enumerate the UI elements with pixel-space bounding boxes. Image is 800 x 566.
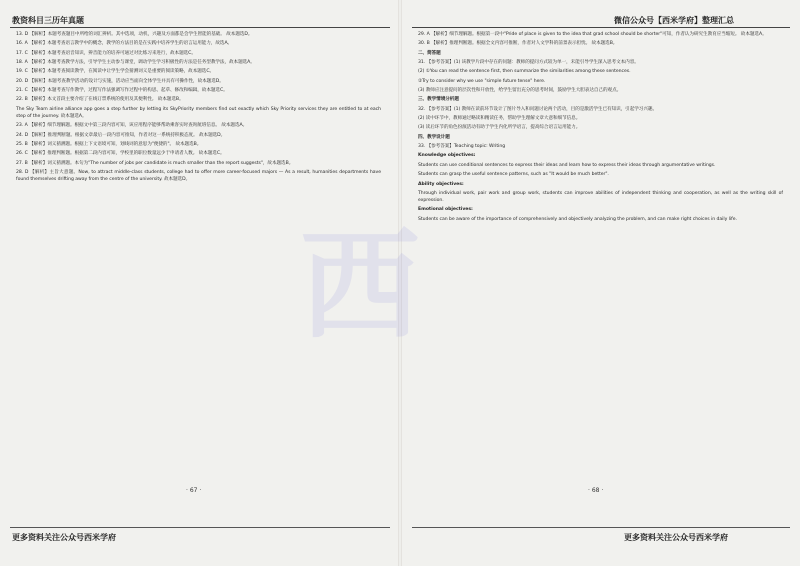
paragraph: (2) ①You can read the sentence first, then summarize the similarities among these sentences.: [418, 69, 631, 75]
paragraph: 29. A 【解析】细节理解题。根据第一段中"Pride of place is given to the idea that grad school should be shorter"可知，作者认为研究生教育应当缩短。 故本题选A。: [418, 32, 767, 37]
paragraph: 17. C 【解析】本题考查语音知识，辨音能力的培养可通过对比练习来进行，故本题选C。: [16, 50, 196, 56]
paragraph: Knowledge objectives:: [418, 153, 476, 159]
paragraph: 32. 【参考答案】(1) 教师在读前环节设计了图片导入和问题讨论两个活动，目的是激活学生已有知识，引起学习兴趣。: [418, 106, 657, 112]
paragraph: Emotional objectives:: [418, 207, 473, 213]
paragraph: 24. D 【解析】推理判断题。根据文章最后一段内容可推知，作者对这一系统持积极态度。 故本题选D。: [16, 132, 226, 138]
left-header-title: 教资科目三历年真题: [12, 16, 84, 25]
paragraph: 33. 【参考答案】Teaching topic: Writing: [418, 144, 506, 150]
left-header-rule: [10, 27, 390, 28]
paragraph: 20. D 【解析】本题考查教学活动的设计与实施，活动应当面向全体学生并具有可操作性，故本题选D。: [16, 78, 224, 84]
paragraph: 27. B 【解析】词义猜测题。本句为"The number of jobs per candidate is much smaller than the report suggests"，故本题选B。: [16, 160, 294, 166]
paragraph: 25. B 【解析】词义猜测题。根据上下文语境可知，划线词的意思为"便捷的"。 故本题选B。: [16, 141, 202, 147]
paragraph: Through individual work, pair work and group work, students can improve abilities of independent thinking and cooperation, as well as the writing skill of expression.: [418, 190, 783, 203]
left-footer: 更多资料关注公众号西米学府: [12, 533, 116, 542]
paragraph: 16. A 【解析】本题考查语言教学中的概念，教学的方法目的是在实践中培养学生的语言运用能力，故选A。: [16, 41, 233, 47]
right-header-title: 微信公众号【西米学府】整理汇总: [614, 16, 734, 25]
paragraph: Ability objectives:: [418, 181, 464, 187]
right-page-number: · 68 ·: [588, 487, 604, 494]
paragraph: 13. D 【解析】本题考查题目中所给的词汇辨析。其中选项，动机，兴趣及方面都是会学生智能的基础。 故本题选D。: [16, 32, 253, 37]
paragraph: 二、简答题: [418, 50, 441, 56]
watermark-logo: 西: [300, 215, 420, 356]
paragraph: 四、教学设计题: [418, 134, 450, 140]
left-footer-rule: [10, 527, 390, 528]
paragraph: 22. B 【解析】本文首段主要介绍了在线订票系统的使用及其便利性。 故本题选B。: [16, 97, 184, 103]
paragraph: 31. 【参考答案】(1) 该教学片段中存在的问题：教师的提问方式较为单一，未能引导学生深入思考文本内容。: [418, 60, 639, 66]
right-footer: 更多资料关注公众号西米学府: [624, 533, 728, 542]
paragraph: 26. C 【解析】推理判断题。根据第二段内容可知，学校里的职位数量远少于申请者人数。 故本题选C。: [16, 151, 225, 157]
page-fold: [398, 0, 402, 566]
left-page-number: · 67 ·: [186, 487, 202, 494]
paragraph: (3) 教师应注意提问的层次性和开放性，给学生留出充分的思考时间，鼓励学生大胆表达自己的观点。: [418, 88, 622, 94]
paragraph: 23. A 【解析】细节理解题。根据文中第三段内容可知，该应用程序能够帮助乘客实时查询航班信息。 故本题选A。: [16, 123, 248, 129]
paragraph: 三、教学情境分析题: [418, 97, 459, 103]
right-page-body: [418, 31, 783, 499]
left-page-body: [16, 31, 381, 499]
paragraph: 18. A 【解析】本题考查教学方法，引导学生主动参与课堂，调动学生学习积极性的方法是任务型教学法，故本题选A。: [16, 60, 255, 66]
paragraph: 19. C 【解析】本题考查阅读教学，在阅读中让学生学会猜测词义是重要的阅读策略，故本题选C。: [16, 69, 215, 75]
right-footer-rule: [412, 527, 790, 528]
paragraph: ②Try to consider why we use "simple future tense" here.: [418, 78, 546, 84]
paragraph: 28. D 【解析】主旨大意题。Now, to attract middle-class students, college had to offer more career-focused majors — As a result, humanities departments have found themselves drifting away from the centre of the university. 故本题选D。: [16, 169, 381, 183]
paragraph: Students can grasp the useful sentence patterns, such as "It would be much better".: [418, 172, 609, 178]
paragraph: Students can be aware of the importance of comprehensively and objectively analyzing the problem, and can make right choices in daily life.: [418, 216, 737, 222]
paragraph: The Sky Team airline alliance app goes a step further by letting its SkyPriority members find out exactly which Sky Priority services they are entitled to at each step of the journey. 故本题选A。: [16, 106, 381, 119]
paragraph: 21. C 【解析】本题考查写作教学，过程写作法强调写作过程中的构思、起草、修改和编辑，故本题选C。: [16, 88, 228, 94]
paragraph: (2) 读中环节中，教师通过略读和精读任务，帮助学生理解文章大意和细节信息。: [418, 116, 581, 122]
paragraph: 30. B 【解析】推理判断题。根据全文内容可推断，作者对人文学科的前景表示担忧。 故本题选B。: [418, 41, 618, 47]
paragraph: (3) 读后环节的角色扮演活动有助于学生内化所学语言，提高综合语言运用能力。: [418, 125, 581, 131]
paragraph: Students can use conditional sentences to express their ideas and learn how to express their ideas through argumentative writings.: [418, 162, 716, 168]
right-header-rule: [412, 27, 790, 28]
